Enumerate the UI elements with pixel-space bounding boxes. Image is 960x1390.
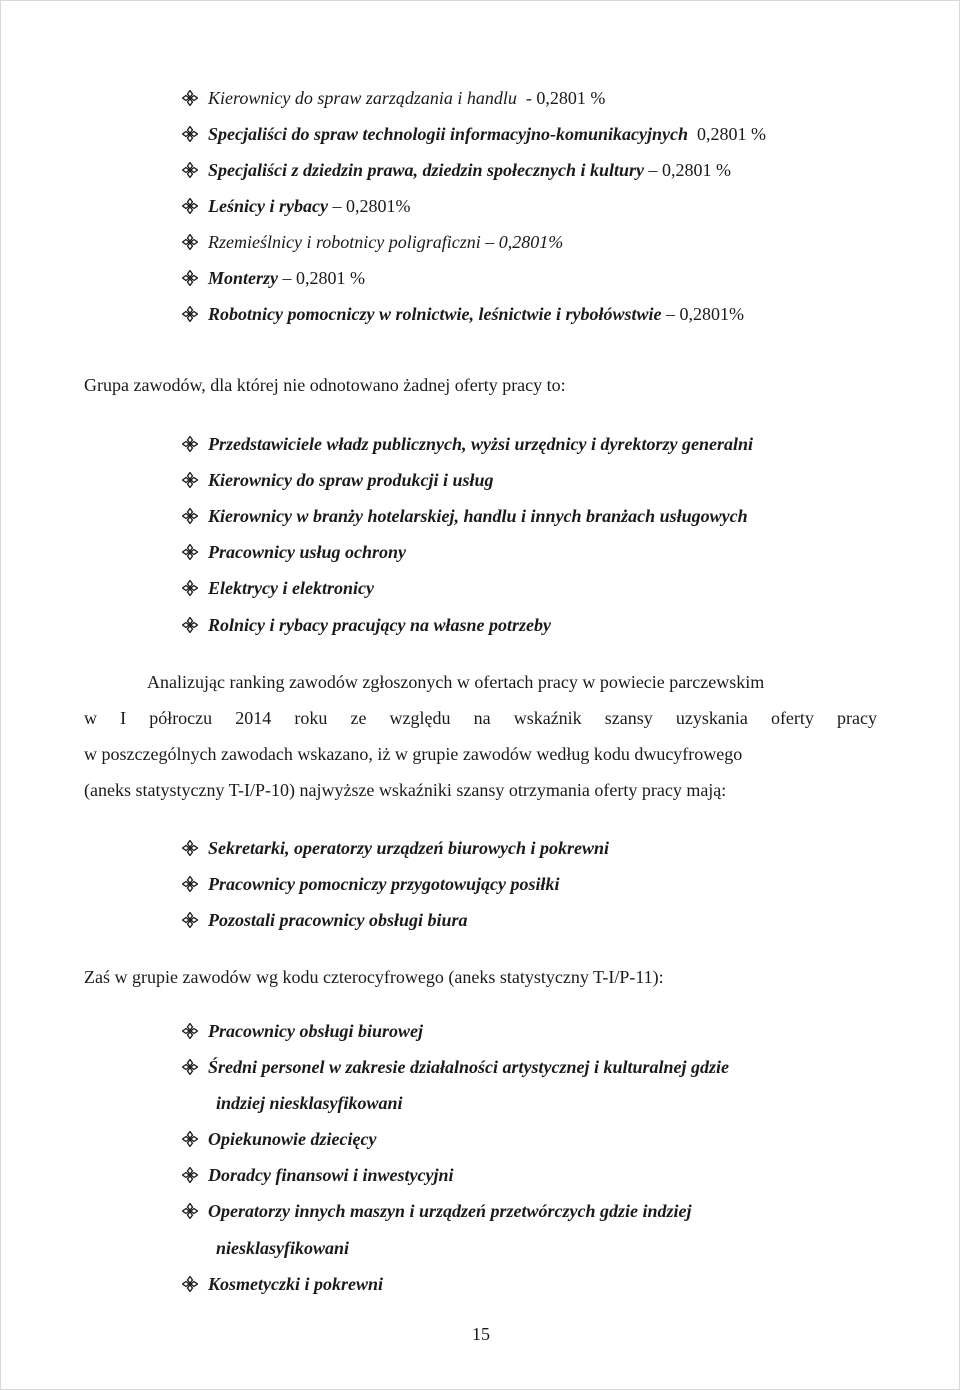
diamond-bullet-icon bbox=[182, 1059, 198, 1075]
list-item bbox=[182, 830, 609, 866]
list-item bbox=[182, 866, 559, 902]
item-value: 0,2801 % bbox=[296, 268, 366, 288]
diamond-bullet-icon bbox=[182, 1131, 198, 1147]
diamond-bullet-icon bbox=[182, 544, 198, 560]
list-item bbox=[182, 902, 468, 938]
item-label: Przedstawiciele władz publicznych, wyżsi urzędnicy i dyrektorzy generalni bbox=[208, 434, 753, 454]
list-item-continuation: indziej niesklasyfikowani bbox=[216, 1093, 403, 1113]
list-item bbox=[182, 462, 494, 498]
item-label: Kosmetyczki i pokrewni bbox=[208, 1274, 383, 1294]
diamond-bullet-icon bbox=[182, 436, 198, 452]
item-label: Specjaliści do spraw technologii informacyjno-komunikacyjnych bbox=[208, 124, 689, 144]
item-label: Średni personel w zakresie działalności artystycznej i kulturalnej gdzie bbox=[208, 1057, 730, 1077]
item-label: Doradcy finansowi i inwestycyjni bbox=[208, 1165, 454, 1185]
page-number: 15 bbox=[472, 1324, 490, 1344]
item-label: Kierownicy do spraw produkcji i usług bbox=[208, 470, 494, 490]
diamond-bullet-icon bbox=[182, 90, 198, 106]
list-item bbox=[182, 188, 410, 224]
item-label: Specjaliści z dziedzin prawa, dziedzin społecznych i kultury bbox=[208, 160, 645, 180]
item-label: Kierownicy w branży hotelarskiej, handlu i innych branżach usługowych bbox=[208, 506, 748, 526]
list-item-continuation: niesklasyfikowani bbox=[216, 1238, 350, 1258]
list-item bbox=[182, 260, 365, 296]
item-value: 0,2801 % bbox=[536, 88, 606, 108]
item-value: 0,2801% bbox=[679, 304, 744, 324]
list-item bbox=[182, 1157, 454, 1193]
diamond-bullet-icon bbox=[182, 306, 198, 322]
list-item bbox=[182, 534, 406, 570]
item-label: Kierownicy do spraw zarządzania i handlu bbox=[208, 88, 517, 108]
item-label: Pracownicy usług ochrony bbox=[208, 542, 407, 562]
list-item bbox=[182, 116, 766, 152]
diamond-bullet-icon bbox=[182, 1023, 198, 1039]
item-separator: – bbox=[644, 160, 663, 180]
diamond-bullet-icon bbox=[182, 1203, 198, 1219]
item-label: Robotnicy pomocniczy w rolnictwie, leśnictwie i rybołówstwie bbox=[208, 304, 662, 324]
diamond-bullet-icon bbox=[182, 876, 198, 892]
diamond-bullet-icon bbox=[182, 508, 198, 524]
item-separator: – bbox=[278, 268, 297, 288]
group-heading: Grupa zawodów, dla której nie odnotowano żadnej oferty pracy to: bbox=[84, 375, 566, 395]
analysis-line-3: w poszczególnych zawodach wskazano, iż w grupie zawodów według kodu dwucyfrowego bbox=[84, 744, 743, 764]
diamond-bullet-icon bbox=[182, 840, 198, 856]
item-value: 0,2801 % bbox=[697, 124, 767, 144]
diamond-bullet-icon bbox=[182, 198, 198, 214]
list-item bbox=[182, 498, 748, 534]
list-item bbox=[182, 152, 731, 188]
item-separator: – bbox=[327, 196, 346, 216]
diamond-bullet-icon bbox=[182, 580, 198, 596]
list-item bbox=[182, 1049, 729, 1085]
item-separator: - bbox=[516, 88, 537, 108]
item-label: Pracownicy obsługi biurowej bbox=[208, 1021, 424, 1041]
item-label: Sekretarki, operatorzy urządzeń biurowych i pokrewni bbox=[208, 838, 610, 858]
analysis-line-1: Analizując ranking zawodów zgłoszonych w ofertach pracy w powiecie parczewskim bbox=[147, 672, 765, 692]
item-value: 0,2801 % bbox=[662, 160, 732, 180]
list-item bbox=[182, 570, 374, 606]
list-item bbox=[182, 224, 563, 260]
list-item bbox=[182, 80, 605, 116]
list-item bbox=[182, 607, 551, 643]
diamond-bullet-icon bbox=[182, 1276, 198, 1292]
four-digit-heading: Zaś w grupie zawodów wg kodu czterocyfrowego (aneks statystyczny T-I/P-11): bbox=[84, 967, 664, 987]
diamond-bullet-icon bbox=[182, 126, 198, 142]
item-label: Rolnicy i rybacy pracujący na własne potrzeby bbox=[208, 615, 551, 635]
diamond-bullet-icon bbox=[182, 162, 198, 178]
list-item bbox=[182, 296, 744, 332]
list-item bbox=[182, 426, 753, 462]
analysis-line-2: w I półroczu 2014 roku ze względu na wskaźnik szansy uzyskania oferty pracy bbox=[84, 708, 877, 728]
item-label: Leśnicy i rybacy bbox=[208, 196, 328, 216]
item-label: Operatorzy innych maszyn i urządzeń przetwórczych gdzie indziej bbox=[208, 1201, 692, 1221]
diamond-bullet-icon bbox=[182, 912, 198, 928]
item-label: Elektrycy i elektronicy bbox=[208, 578, 374, 598]
list-item bbox=[182, 1013, 423, 1049]
diamond-bullet-icon bbox=[182, 270, 198, 286]
item-label: Monterzy bbox=[208, 268, 279, 288]
item-value: 0,2801% bbox=[345, 196, 411, 216]
analysis-line-4: (aneks statystyczny T-I/P-10) najwyższe wskaźniki szansy otrzymania oferty pracy mają: bbox=[84, 780, 727, 800]
item-label: Pracownicy pomocniczy przygotowujący posiłki bbox=[208, 874, 560, 894]
item-label: Pozostali pracownicy obsługi biura bbox=[208, 910, 468, 930]
diamond-bullet-icon bbox=[182, 472, 198, 488]
diamond-bullet-icon bbox=[182, 234, 198, 250]
list-item bbox=[182, 1266, 383, 1302]
item-label: Opiekunowie dziecięcy bbox=[208, 1129, 377, 1149]
list-item bbox=[182, 1193, 692, 1229]
diamond-bullet-icon bbox=[182, 617, 198, 633]
item-separator: – bbox=[661, 304, 680, 324]
diamond-bullet-icon bbox=[182, 1167, 198, 1183]
list-item bbox=[182, 1121, 376, 1157]
item-separator bbox=[688, 116, 697, 152]
item-label: Rzemieślnicy i robotnicy poligraficzni bbox=[208, 232, 481, 252]
item-value: 0,2801% bbox=[498, 232, 564, 252]
item-separator: – bbox=[480, 232, 499, 252]
